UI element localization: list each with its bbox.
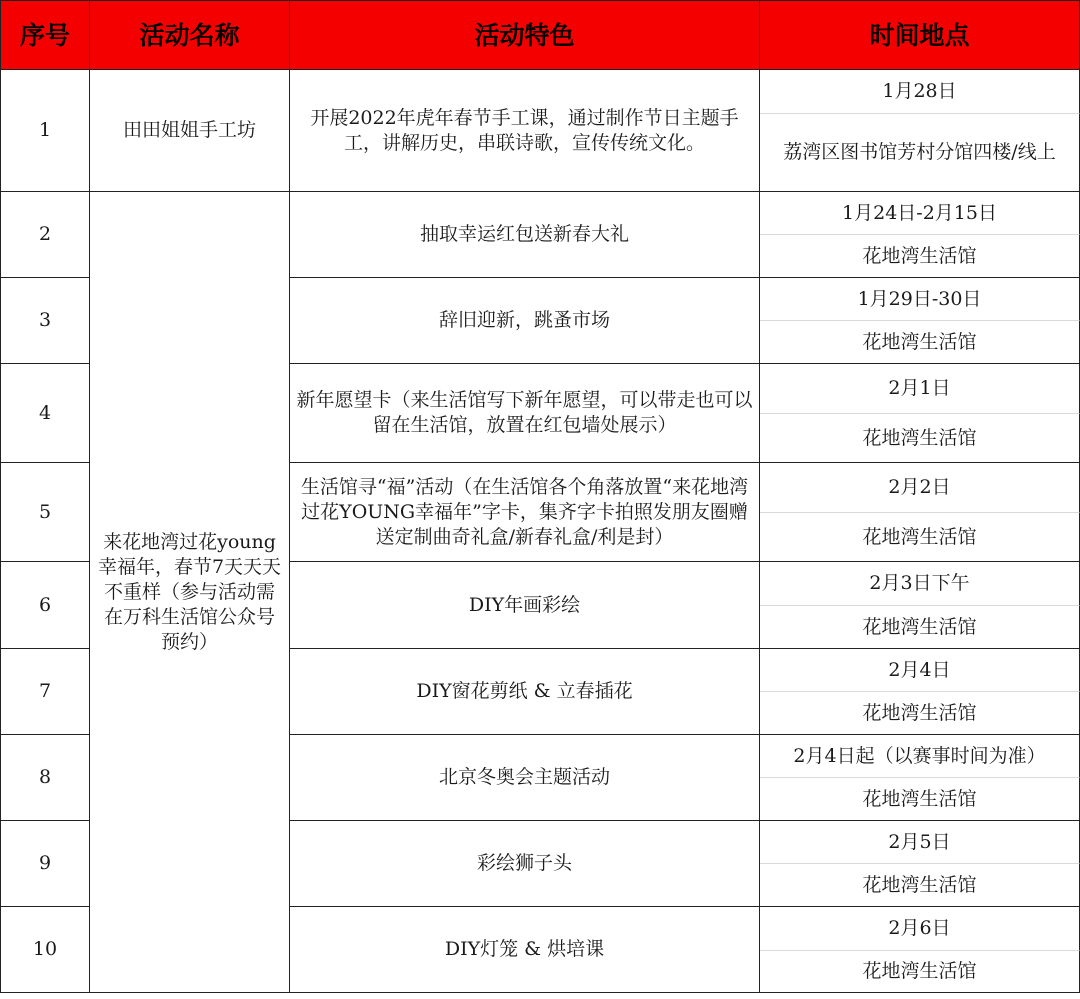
activity-feature: 抽取幸运红包送新春大礼 [290, 192, 760, 278]
activity-feature: 彩绘狮子头 [290, 821, 760, 907]
row-index: 7 [0, 649, 90, 735]
activity-time: 2月2日 [760, 463, 1080, 513]
header-feature: 活动特色 [290, 0, 760, 70]
activity-feature: DIY灯笼 & 烘培课 [290, 907, 760, 993]
activity-feature: DIY窗花剪纸 & 立春插花 [290, 649, 760, 735]
row-index: 8 [0, 735, 90, 821]
group-activity-name: 来花地湾过花young幸福年，春节7天天天不重样（参与活动需在万科生活馆公众号预约） [90, 192, 290, 993]
activity-feature: 北京冬奥会主题活动 [290, 735, 760, 821]
activity-place: 花地湾生活馆 [760, 864, 1080, 907]
activity-feature: 新年愿望卡（来生活馆写下新年愿望，可以带走也可以留在生活馆，放置在红包墙处展示） [290, 364, 760, 463]
activity-place: 花地湾生活馆 [760, 778, 1080, 821]
activity-place: 花地湾生活馆 [760, 414, 1080, 463]
activity-name: 田田姐姐手工坊 [90, 70, 290, 192]
activity-time: 2月5日 [760, 821, 1080, 864]
header-name: 活动名称 [90, 0, 290, 70]
activity-place: 花地湾生活馆 [760, 606, 1080, 649]
activity-feature: 辞旧迎新，跳蚤市场 [290, 278, 760, 364]
row-index: 5 [0, 463, 90, 562]
activity-time: 1月28日 [760, 70, 1080, 114]
row-index: 9 [0, 821, 90, 907]
activity-place: 花地湾生活馆 [760, 692, 1080, 735]
activity-place: 花地湾生活馆 [760, 321, 1080, 364]
activity-feature: DIY年画彩绘 [290, 562, 760, 649]
activity-time: 2月3日下午 [760, 562, 1080, 606]
header-time-place: 时间地点 [760, 0, 1080, 70]
activity-time: 2月4日起（以赛事时间为准） [760, 735, 1080, 778]
row-index: 10 [0, 907, 90, 993]
activity-place: 花地湾生活馆 [760, 951, 1080, 993]
activity-feature: 开展2022年虎年春节手工课，通过制作节日主题手工，讲解历史，串联诗歌，宣传传统文化。 [290, 70, 760, 192]
activity-place: 荔湾区图书馆芳村分馆四楼/线上 [760, 114, 1080, 192]
row-index: 6 [0, 562, 90, 649]
header-index: 序号 [0, 0, 90, 70]
row-index: 2 [0, 192, 90, 278]
activity-feature: 生活馆寻“福”活动（在生活馆各个角落放置“来花地湾过花YOUNG幸福年”字卡，集齐字卡拍照发朋友圈赠送定制曲奇礼盒/新春礼盒/利是封） [290, 463, 760, 562]
activity-place: 花地湾生活馆 [760, 513, 1080, 562]
activity-place: 花地湾生活馆 [760, 235, 1080, 278]
row-index: 3 [0, 278, 90, 364]
row-index: 4 [0, 364, 90, 463]
activity-time: 1月29日-30日 [760, 278, 1080, 321]
activity-time: 2月4日 [760, 649, 1080, 692]
activity-time: 2月6日 [760, 907, 1080, 951]
row-index: 1 [0, 70, 90, 192]
activity-time: 2月1日 [760, 364, 1080, 414]
activity-time: 1月24日-2月15日 [760, 192, 1080, 235]
